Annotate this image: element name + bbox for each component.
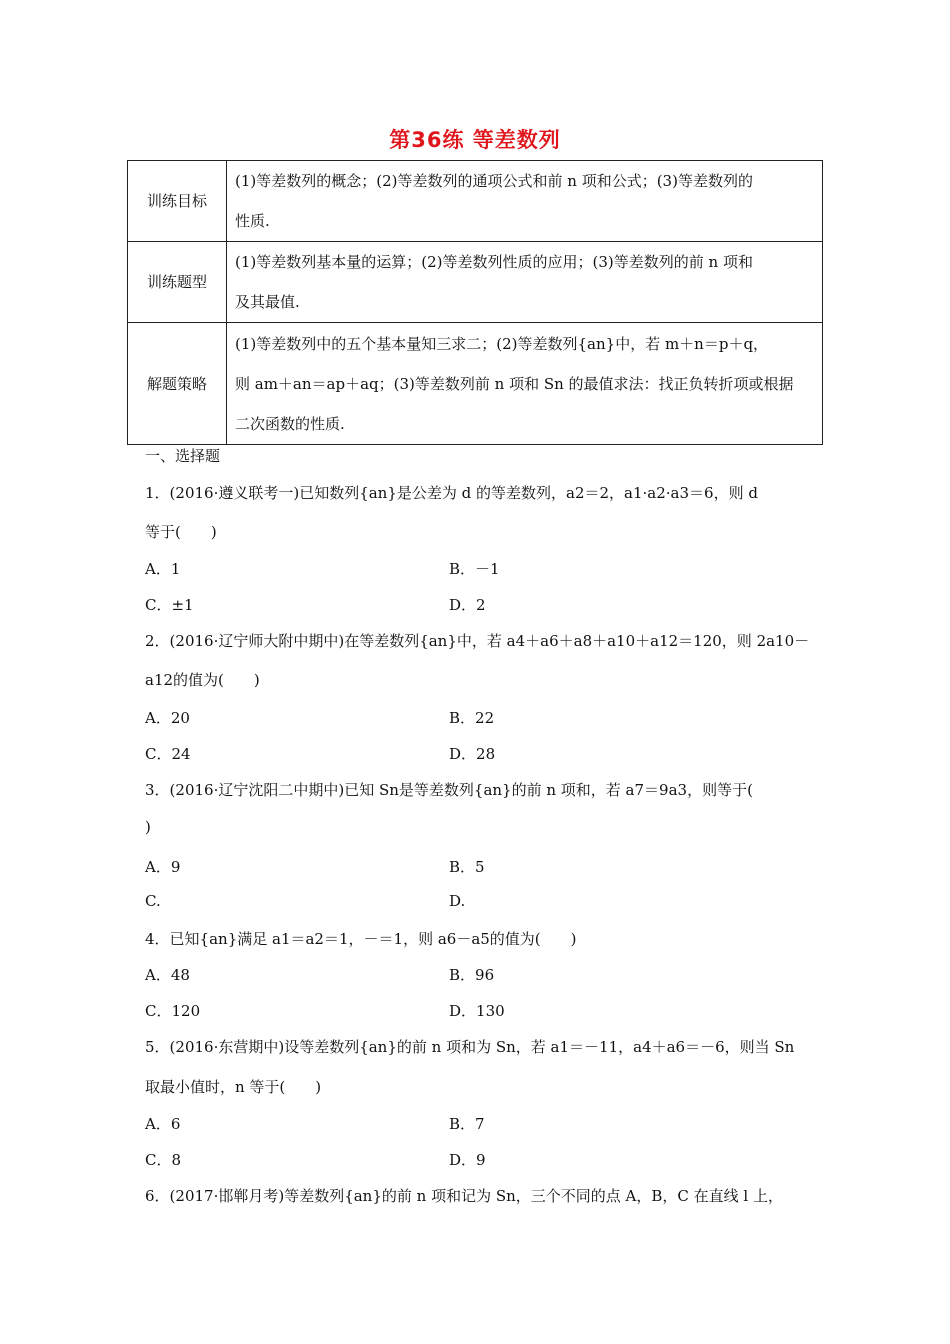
row-text-line: (1)等差数列基本量的运算；(2)等差数列性质的应用；(3)等差数列的前 n 项和 — [235, 253, 753, 271]
question-4-option-b: B．96 — [449, 966, 495, 984]
question-6-line: 6．(2017·邯郸月考)等差数列{an}的前 n 项和记为 Sn，三个不同的点 A，B，C 在直线 l 上， — [145, 1187, 783, 1205]
row-label: 训练题型 — [128, 242, 227, 323]
question-4-line: 4．已知{an}满足 a1＝a2＝1，－＝1，则 a6－a5的值为( ) — [145, 930, 577, 948]
question-3-option-d: D. — [449, 892, 466, 910]
question-1-option-b: B．－1 — [449, 560, 500, 578]
question-3-option-a: A．9 — [145, 858, 181, 876]
row-text-line: 及其最值. — [235, 293, 300, 311]
question-5-line: 5．(2016·东营期中)设等差数列{an}的前 n 项和为 Sn，若 a1＝－11，a4＋a6＝－6，则当 Sn — [145, 1038, 795, 1056]
row-text-line: 二次函数的性质. — [235, 414, 345, 433]
row-label: 解题策略 — [128, 323, 227, 445]
question-2-line: a12的值为( ) — [145, 671, 260, 689]
question-2-line: 2．(2016·辽宁师大附中期中)在等差数列{an}中，若 a4＋a6＋a8＋a10＋a12＝120，则 2a10－ — [145, 632, 810, 650]
row-text-line: 则 am＋an＝ap＋aq；(3)等差数列前 n 项和 Sn 的最值求法：找正负转折项或根据 — [235, 374, 794, 393]
question-3-line: ) — [145, 818, 151, 836]
question-2-option-c: C．24 — [145, 745, 191, 763]
row-text-line: (1)等差数列中的五个基本量知三求二；(2)等差数列{an}中，若 m＋n＝p＋q， — [235, 334, 769, 353]
question-1-option-a: A．1 — [145, 560, 181, 578]
question-5-line: 取最小值时，n 等于( ) — [145, 1078, 322, 1096]
row-label: 训练目标 — [128, 161, 227, 242]
row-text-line: 性质. — [235, 212, 270, 230]
question-1-line: 1．(2016·遵义联考一)已知数列{an}是公差为 d 的等差数列，a2＝2，a1·a2·a3＝6，则 d — [145, 484, 758, 502]
question-2-option-a: A．20 — [145, 709, 190, 727]
table-row — [128, 323, 823, 445]
question-5-option-d: D．9 — [449, 1151, 486, 1169]
table-row — [128, 161, 823, 242]
question-1-option-c: C．±1 — [145, 596, 194, 614]
question-4-option-c: C．120 — [145, 1002, 201, 1020]
question-4-option-d: D．130 — [449, 1002, 505, 1020]
question-2-option-d: D．28 — [449, 745, 496, 763]
question-3-line: 3．(2016·辽宁沈阳二中期中)已知 Sn是等差数列{an}的前 n 项和，若 a7＝9a3，则等于( — [145, 781, 753, 799]
row-content — [227, 323, 823, 445]
table-row — [128, 242, 823, 323]
question-2-option-b: B．22 — [449, 709, 495, 727]
question-5-option-b: B．7 — [449, 1115, 485, 1133]
question-5-option-c: C．8 — [145, 1151, 182, 1169]
question-1-option-d: D．2 — [449, 596, 486, 614]
page-title: 第36练 等差数列 — [389, 128, 561, 152]
question-1-line: 等于( ) — [145, 523, 217, 541]
question-3-option-b: B．5 — [449, 858, 485, 876]
question-4-option-a: A．48 — [145, 966, 190, 984]
question-3-option-c: C. — [145, 892, 161, 910]
section-heading: 一、选择题 — [145, 447, 221, 465]
training-info-table — [127, 160, 823, 445]
row-content — [227, 242, 823, 323]
row-text-line: (1)等差数列的概念；(2)等差数列的通项公式和前 n 项和公式；(3)等差数列的 — [235, 172, 753, 190]
question-5-option-a: A．6 — [145, 1115, 181, 1133]
row-content — [227, 161, 823, 242]
